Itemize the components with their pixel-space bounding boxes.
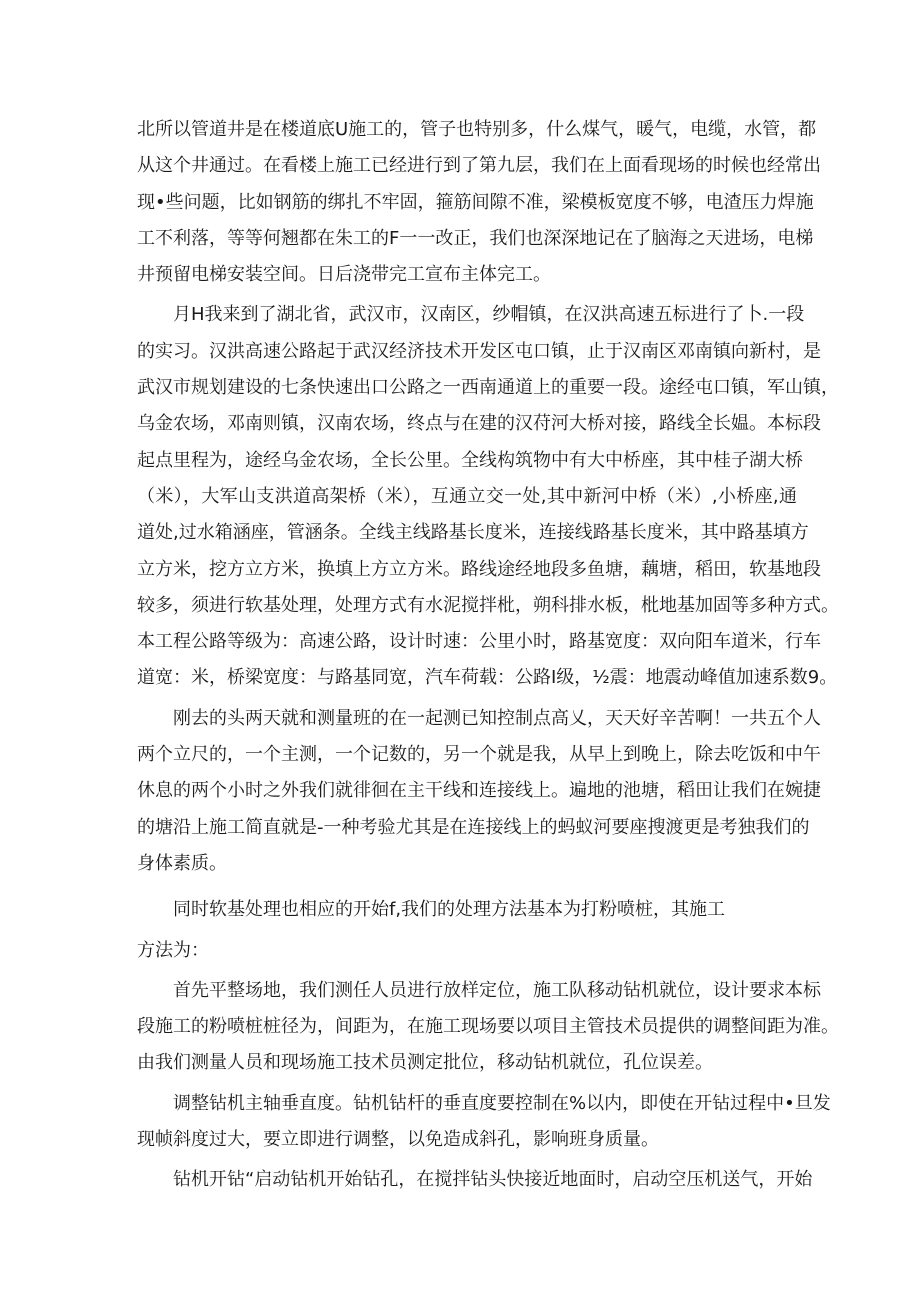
text-line: 乌金农场，邓南则镇，汉南农场，终点与在建的汉苻河大桥对接，路线全长媪。本标段 <box>137 413 821 435</box>
text-line: 从这个井通过。在看楼上施工已经进行到了第九层，我们在上面看现场的时候也经常出 <box>137 155 821 177</box>
text-line: 道处,过水箱涵座，管涵条。全线主线路基长度米，连接线路基长度米，其中路基填方 <box>137 522 809 544</box>
text-line: 立方米，挖方立方米，换填上方立方米。路线途经地段多鱼塘，藕塘，稻田，软基地段 <box>137 558 821 580</box>
text-line: 工不利落，等等何翘都在朱工的F一一改正，我们也深深地记在了脑海之天进场，电梯 <box>137 227 814 249</box>
text-line: 道宽：米，桥梁宽度：与路基同宽，汽车荷载：公路Ⅰ级，½震：地震动峰值加速系数9。 <box>137 667 838 689</box>
text-line: 同时软基处理也相应的开始f,我们的处理方法基本为打粉喷桩，其施工 <box>173 899 726 921</box>
text-line: 现帧斜度过大，要立即进行调整，以免造成斜孔，影响班身质量。 <box>137 1129 659 1151</box>
text-line: 较多，须进行软基处理，处理方式有水泥搅拌枇，朔科排水板，枇地基加固等多种方式。 <box>137 594 839 616</box>
text-line: 由我们测量人员和现场施工技术员测定批位，移动钻机就位，孔位误差。 <box>137 1052 713 1074</box>
text-line: 段施工的粉喷桩桩径为，间距为，在施工现场要以项目主管技术员提供的调整间距为准。 <box>137 1016 839 1038</box>
text-line: 身体素质。 <box>137 852 227 874</box>
text-line: 方法为： <box>137 939 209 961</box>
text-line: 调整钻机主轴垂直度。钻机钻杆的垂直度要控制在%以内，即使在开钻过程中•旦发 <box>173 1092 831 1114</box>
paragraph <box>137 1086 831 1159</box>
paragraph <box>137 973 839 1082</box>
text-line: 现•些问题，比如钢筋的绑扎不牢固，箍筋间隙不准，梁模板宽度不够，电渣压力焊施 <box>137 191 814 213</box>
text-line: 的实习。汉洪高速公路起于武汉经济技术开发区屯口镇，止于汉南区邓南镇向新村，是 <box>137 340 821 362</box>
text-line: 本工程公路等级为：高速公路，设计时速：公里小时，路基宽度：双向阳车道米，行车 <box>137 631 821 653</box>
text-line: 休息的两个小时之外我们就徘徊在主干线和连接线上。遍地的池塘，稻田让我们在婉捷 <box>137 780 821 802</box>
paragraph <box>137 1162 813 1198</box>
paragraph <box>137 297 839 696</box>
text-line: 起点里程为，途经乌金农场，全长公里。全线构筑物中有大中桥座，其中桂子湖大桥 <box>137 449 803 471</box>
paragraph <box>137 892 797 928</box>
text-line: 井预留电梯安装空间。日后浇带完工宣布主体完工。 <box>137 264 551 286</box>
text-line: （米），大军山支洪道高架桥（米），互通立交一处,其中新河中桥（米）,小桥座,通 <box>137 485 797 507</box>
text-line: 的塘沿上施工简直就是-一种考验尤其是在连接线上的蚂蚁河要座搜渡更是考独我们的 <box>137 816 810 838</box>
text-line: 月H我来到了湖北省，武汉市，汉南区，纱帽镇，在汉洪高速五标进行了卜.一段 <box>173 304 805 326</box>
text-line: 北所以管道井是在楼道底U施工的，管子也特别多，什么煤气，暖气，电缆，水管，都 <box>137 119 817 140</box>
text-line: 两个立尺的，一个主测，一个记数的，另一个就是我，从早上到晚上，除去吃饭和中午 <box>137 744 821 766</box>
text-line: 武汉市规划建设的七条快速出口公路之一西南通道上的重要一段。途经屯口镇，军山镇， <box>137 377 839 399</box>
paragraph <box>137 701 821 882</box>
document-body <box>137 112 839 1205</box>
paragraph <box>137 112 821 293</box>
text-line: 刚去的头两天就和测量班的在一起测已知控制点高乂，天天好辛苦啊！一共五个人 <box>173 707 821 729</box>
text-line: 首先平整场地，我们测任人员进行放样定位，施工队移动钻机就位，设计要求本标 <box>173 979 821 1001</box>
paragraph <box>137 933 797 969</box>
text-line: 钻机开钻“启动钻机开始钻孔，在搅拌钻头快接近地面时，启动空压机送气，开始 <box>173 1169 813 1191</box>
